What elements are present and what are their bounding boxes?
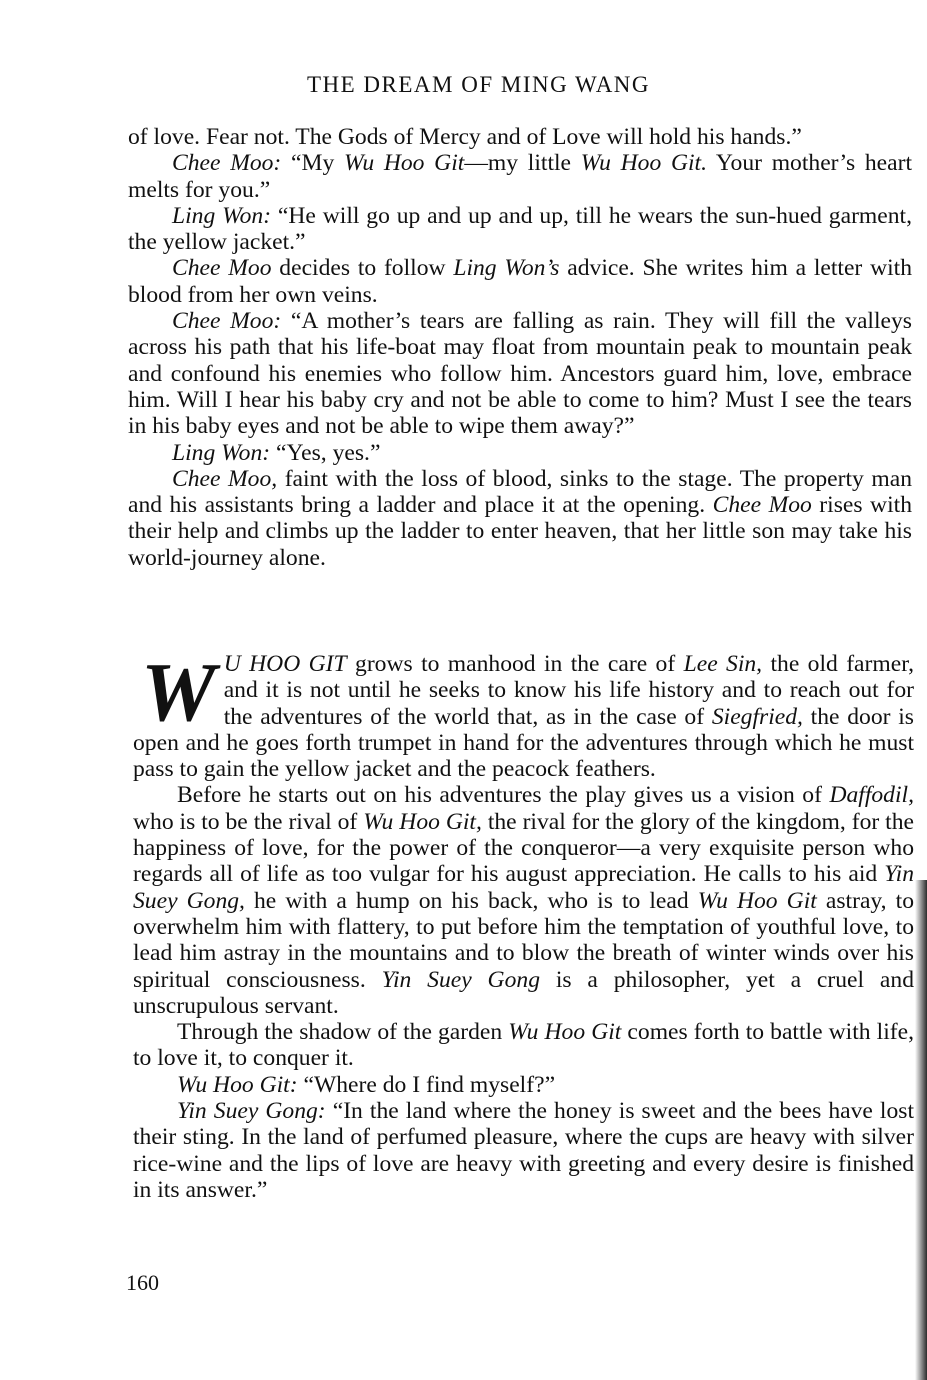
body-text: grows to manhood in the care of (346, 651, 684, 677)
page-edge-shadow (915, 880, 927, 1380)
italic-text: Wu Hoo Git. (580, 150, 708, 177)
italic-text: Lee Sin, (683, 651, 763, 677)
italic-text: Siegfried, (711, 703, 803, 730)
body-text: “Yes, yes.” (270, 439, 381, 466)
section-chee-moo (128, 124, 912, 571)
paragraph (128, 466, 912, 571)
paragraph (133, 1072, 914, 1098)
body-text: advice. She writes him a letter with blood from her own veins. (128, 255, 913, 308)
section-wu-hoo-git (133, 646, 915, 1203)
body-text: faint with the loss of blood, sinks to the stage. The property man and his assistants bring a ladder and place it at the opening. (128, 465, 912, 519)
italic-text: Ling Won’s (453, 255, 560, 282)
italic-text: Ling Won: (172, 202, 272, 229)
page-number: 160 (126, 1270, 159, 1295)
italic-text: Chee Moo: (172, 150, 282, 177)
italic-text: Wu Hoo Git (343, 150, 465, 177)
paragraph (133, 646, 915, 783)
body-text: Through the shadow of the garden (177, 1019, 509, 1046)
italic-text: Yin Suey Gong, (133, 861, 914, 914)
body-text: “In the land where the honey is sweet and the bees have lost their sting. In the land of perfumed pleasure, where the cups are heavy with silver rice-wine and the lips of love are heavy with greeting and every desire is finished in its answer.” (133, 1098, 914, 1203)
body-text: “A mother’s tears are falling as rain. They will fill the valleys across his path that his life-boat may float from mountain peak to mountain peak and confound his enemies who follow him. Ancestors guard him, love, embrace him. Will I hear his baby cry and not be able to come to him? Must I see the tears in his baby eyes and not be able to wipe them away?” (128, 308, 912, 440)
body-text: “Where do I find myself?” (297, 1071, 556, 1098)
italic-text: Wu Hoo Git (508, 1019, 622, 1046)
running-header: THE DREAM OF MING WANG (306, 72, 651, 97)
paragraph (128, 150, 912, 203)
italic-text: Chee Moo (712, 492, 812, 519)
body-text: —my little (464, 150, 581, 177)
body-text: “My (281, 150, 344, 177)
italic-text: Yin Suey Gong (381, 966, 540, 993)
body-text: the door is open and he goes forth trumpet in hand for the adventures through which he must pass to gain the yellow jacket and the peacock feathers. (133, 703, 914, 783)
italic-text: Chee Moo: (172, 308, 282, 335)
body-text: Your mother’s heart melts for you.” (128, 150, 912, 203)
paragraph (128, 440, 912, 466)
body-text: rises with their help and climbs up the ladder to enter heaven, that her little son may take his world-journey alone. (128, 492, 912, 571)
paragraph (128, 124, 912, 150)
paragraph (128, 308, 912, 439)
body-text: the rival for the glory of the kingdom, for the happiness of love, for the power of the conqueror—a very exquisite person who regards all of life as too vulgar for his august appreciation. He calls to his aid (133, 808, 914, 888)
italic-text: Yin Suey Gong: (177, 1098, 326, 1125)
paragraph (128, 203, 912, 256)
italic-text: Chee Moo (172, 255, 272, 282)
drop-cap: W (141, 646, 216, 739)
paragraph (133, 1019, 914, 1072)
body-text: who is to be the rival of (133, 808, 364, 835)
body-text: Before he starts out on his adventures the play gives us a vision of (177, 782, 830, 809)
paragraph (133, 1098, 914, 1203)
body-text: the old farmer, and it is not until he seeks to know his life history and to reach out for the adventures of the world that, as in the case of (223, 651, 915, 730)
body-text: is a philosopher, yet a cruel and unscrupulous servant. (133, 966, 915, 1019)
body-text: he with a hump on his back, who is to lead (244, 887, 698, 914)
italic-text: Wu Hoo Git: (177, 1071, 298, 1098)
body-text: of love. Fear not. The Gods of Mercy and of Love will hold his hands.” (128, 124, 802, 150)
body-text: astray, to overwhelm him with flattery, to put before him the temptation of youthful love, to lead him astray in the mountains and to blow the breath of winter winds over his spiritual consciousness. (133, 887, 914, 993)
italic-text: Chee Moo, (172, 465, 278, 492)
body-text: comes forth to battle with life, to love it, to conquer it. (133, 1019, 914, 1072)
italic-text: Wu Hoo Git, (363, 808, 482, 835)
paragraph (133, 782, 914, 1019)
italic-text: Daffodil, (829, 782, 914, 809)
italic-text: U HOO GIT (223, 651, 347, 677)
body-text: “He will go up and up and up, till he wears the sun-hued garment, the yellow jacket.” (128, 202, 913, 256)
italic-text: Ling Won: (172, 439, 271, 466)
paragraph (128, 255, 912, 308)
italic-text: Wu Hoo Git (697, 887, 817, 914)
body-text: decides to follow (271, 255, 454, 282)
